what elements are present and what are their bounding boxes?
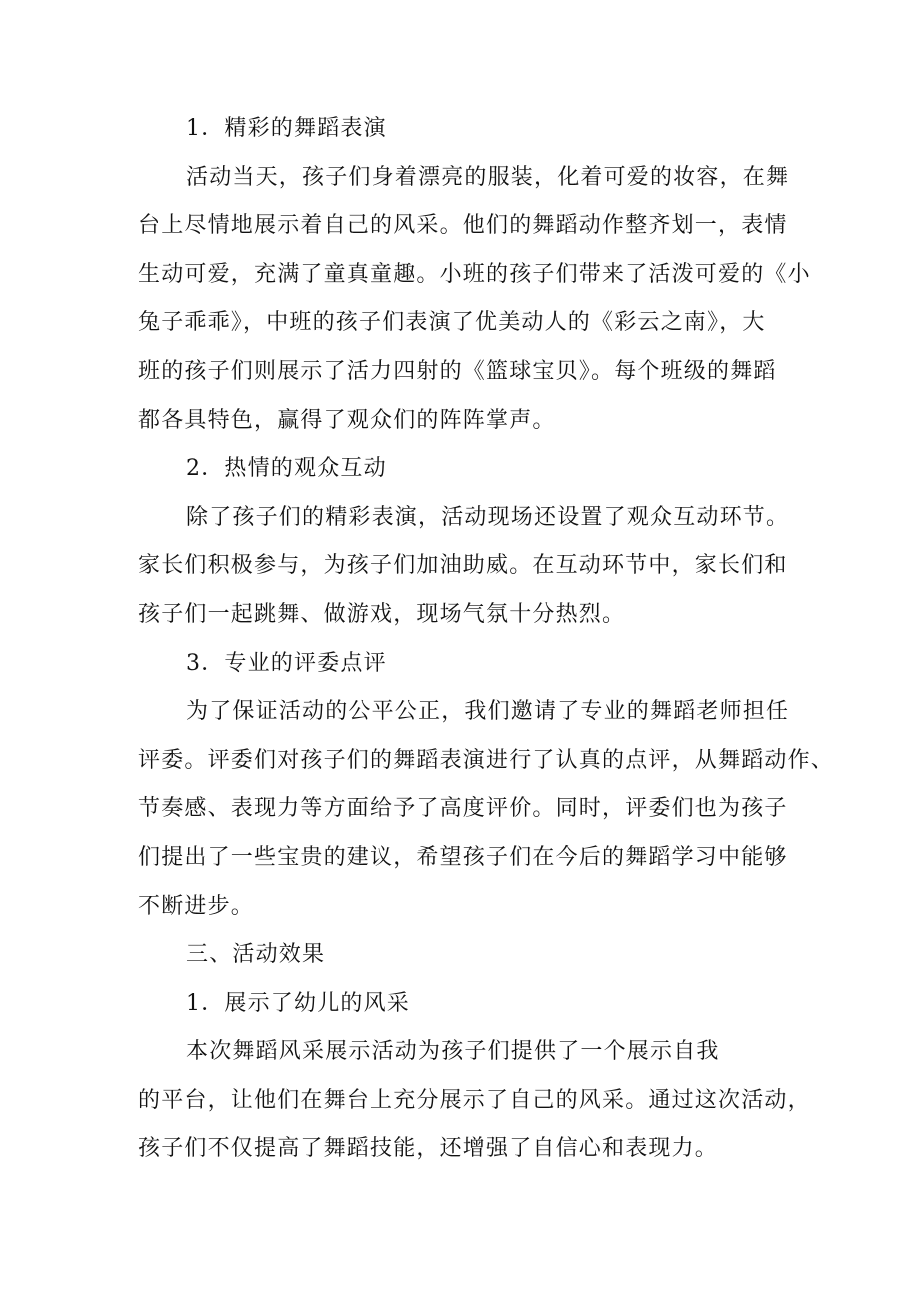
subheading-audience-interaction: 2．热情的观众互动 — [186, 456, 387, 482]
text-line: 台上尽情地展示着自己的风采。他们的舞蹈动作整齐划一，表情 — [138, 213, 788, 239]
text-line: 家长们积极参与，为孩子们加油助威。在互动环节中，家长们和 — [138, 553, 788, 579]
text-line: 活动当天，孩子们身着漂亮的服装，化着可爱的妆容，在舞 — [186, 164, 790, 190]
text-line: 为了保证活动的公平公正，我们邀请了专业的舞蹈老师担任 — [186, 699, 790, 725]
text-line: 兔子乖乖》，中班的孩子们表演了优美动人的《彩云之南》，大 — [138, 310, 766, 336]
text-line: 班的孩子们则展示了活力四射的《篮球宝贝》。每个班级的舞蹈 — [138, 358, 777, 384]
paragraph-dance-performance — [138, 154, 811, 446]
text-line: 本次舞蹈风采展示活动为孩子们提供了一个展示自我 — [186, 1039, 720, 1065]
subheading-judges-comments: 3．专业的评委点评 — [186, 650, 387, 676]
text-line: 孩子们一起跳舞、做游戏，现场气氛十分热烈。 — [138, 601, 626, 627]
subheading-dance-performance: 1．精彩的舞蹈表演 — [186, 116, 387, 141]
text-line: 的平台，让他们在舞台上充分展示了自己的风采。通过这次活动， — [138, 1087, 811, 1113]
subheading-showcase-children: 1．展示了幼儿的风采 — [186, 990, 410, 1016]
text-line: 都各具特色，赢得了观众们的阵阵掌声。 — [138, 407, 556, 433]
section-heading-activity-results: 三、活动效果 — [186, 942, 326, 968]
text-line: 孩子们不仅提高了舞蹈技能，还增强了自信心和表现力。 — [138, 1136, 719, 1162]
paragraph-judges-comments — [138, 688, 835, 931]
text-line: 除了孩子们的精彩表演，活动现场还设置了观众互动环节。 — [186, 504, 790, 530]
text-line: 评委。评委们对孩子们的舞蹈表演进行了认真的点评，从舞蹈动作、 — [138, 747, 835, 773]
document-page — [138, 105, 835, 1174]
text-line: 们提出了一些宝贵的建议，希望孩子们在今后的舞蹈学习中能够 — [138, 844, 788, 870]
paragraph-showcase-children — [138, 1028, 811, 1174]
text-line: 不断进步。 — [138, 893, 255, 919]
text-line: 节奏感、表现力等方面给予了高度评价。同时，评委们也为孩子 — [138, 796, 788, 822]
text-line: 生动可爱，充满了童真童趣。小班的孩子们带来了活泼可爱的《小 — [138, 261, 811, 287]
paragraph-audience-interaction — [138, 494, 790, 640]
